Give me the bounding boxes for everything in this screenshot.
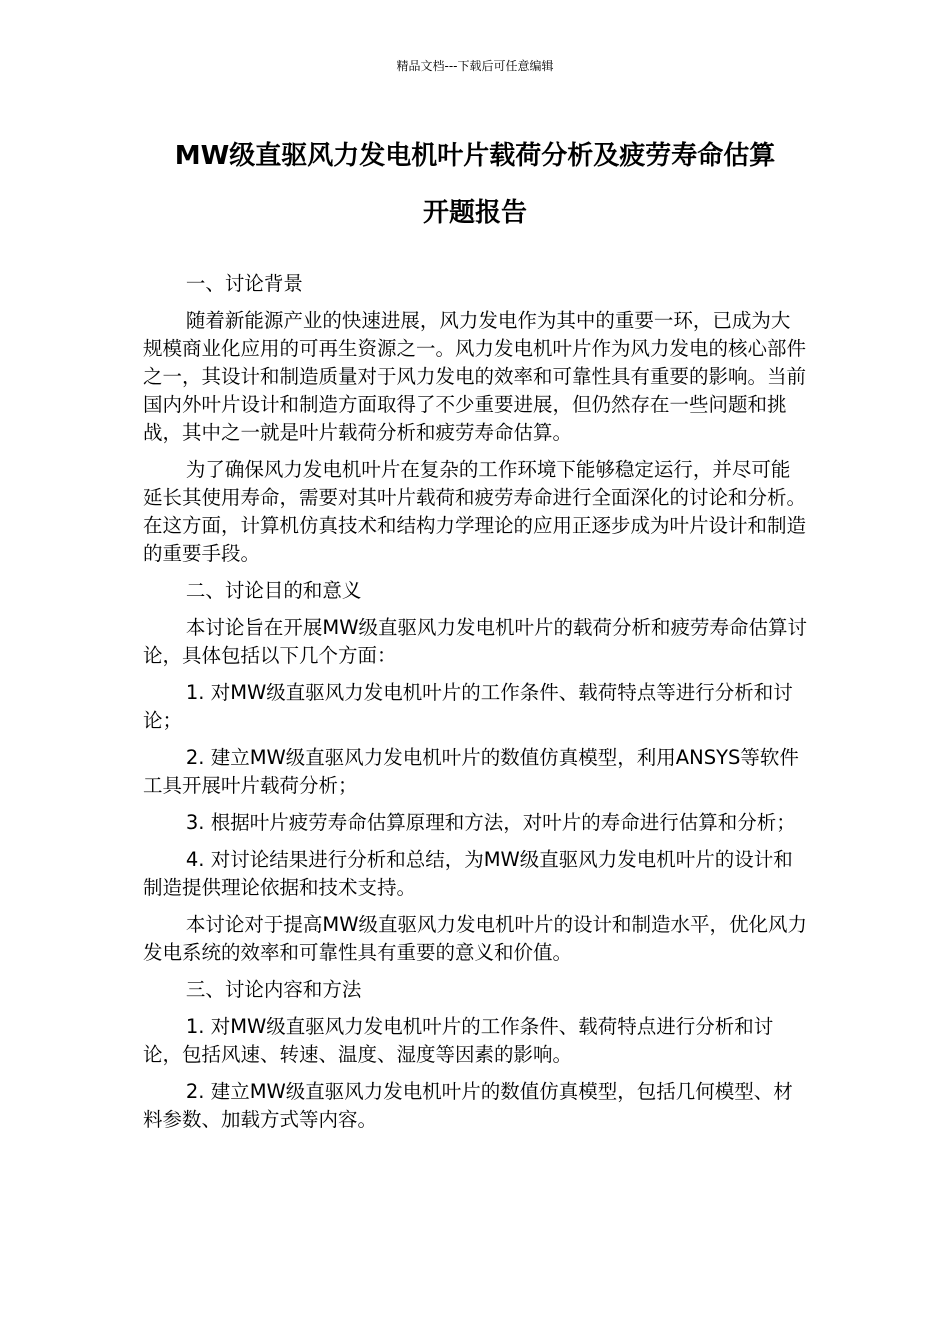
document-title-line-2: 开题报告 [422,198,527,228]
list-item-purpose-3: 3. 根据叶片疲劳寿命估算原理和方法，对叶片的寿命进行估算和分析； [185,811,796,834]
paragraph-significance: 本讨论对于提高MW级直驱风力发电机叶片的设计和制造水平，优化风力发电系统的效率和可靠性具有重要的意义和价值。 [143,913,807,964]
list-item-methods-2: 2. 建立MW级直驱风力发电机叶片的数值仿真模型，包括几何模型、材料参数、加载方式等内容。 [143,1080,793,1131]
list-item-purpose-2: 2. 建立MW级直驱风力发电机叶片的数值仿真模型，利用ANSYS等软件工具开展叶片载荷分析； [143,746,799,797]
document-body [143,270,808,1143]
section-heading-methods: 三、讨论内容和方法 [185,978,362,1001]
document-title-line-1: MW级直驱风力发电机叶片载荷分析及疲劳寿命估算 [174,141,776,171]
paragraph-background-2: 为了确保风力发电机叶片在复杂的工作环境下能够稳定运行，并尽可能延长其使用寿命，需要对其叶片载荷和疲劳寿命进行全面深化的讨论和分析。在这方面，计算机仿真技术和结构力学理论的应用正逐步成为叶片设计和制造的重要手段。 [143,458,807,565]
paragraph-background-1: 随着新能源产业的快速进展，风力发电作为其中的重要一环，已成为大规模商业化应用的可再生资源之一。风力发电机叶片作为风力发电的核心部件之一，其设计和制造质量对于风力发电的效率和可靠性具有重要的影响。当前国内外叶片设计和制造方面取得了不少重要进展，但仍然存在一些问题和挑战，其中之一就是叶片载荷分析和疲劳寿命估算。 [143,309,807,444]
list-item-purpose-1: 1. 对MW级直驱风力发电机叶片的工作条件、载荷特点等进行分析和讨论； [143,681,793,732]
list-item-methods-1: 1. 对MW级直驱风力发电机叶片的工作条件、载荷特点进行分析和讨论，包括风速、转速、温度、湿度等因素的影响。 [143,1015,774,1066]
page-header-note: 精品文档---下载后可任意编辑 [396,59,554,73]
list-item-purpose-4: 4. 对讨论结果进行分析和总结，为MW级直驱风力发电机叶片的设计和制造提供理论依据和技术支持。 [143,848,793,899]
section-heading-purpose: 二、讨论目的和意义 [185,579,362,602]
paragraph-purpose-intro: 本讨论旨在开展MW级直驱风力发电机叶片的载荷分析和疲劳寿命估算讨论，具体包括以下几个方面： [143,616,807,667]
section-heading-background: 一、讨论背景 [185,272,303,295]
